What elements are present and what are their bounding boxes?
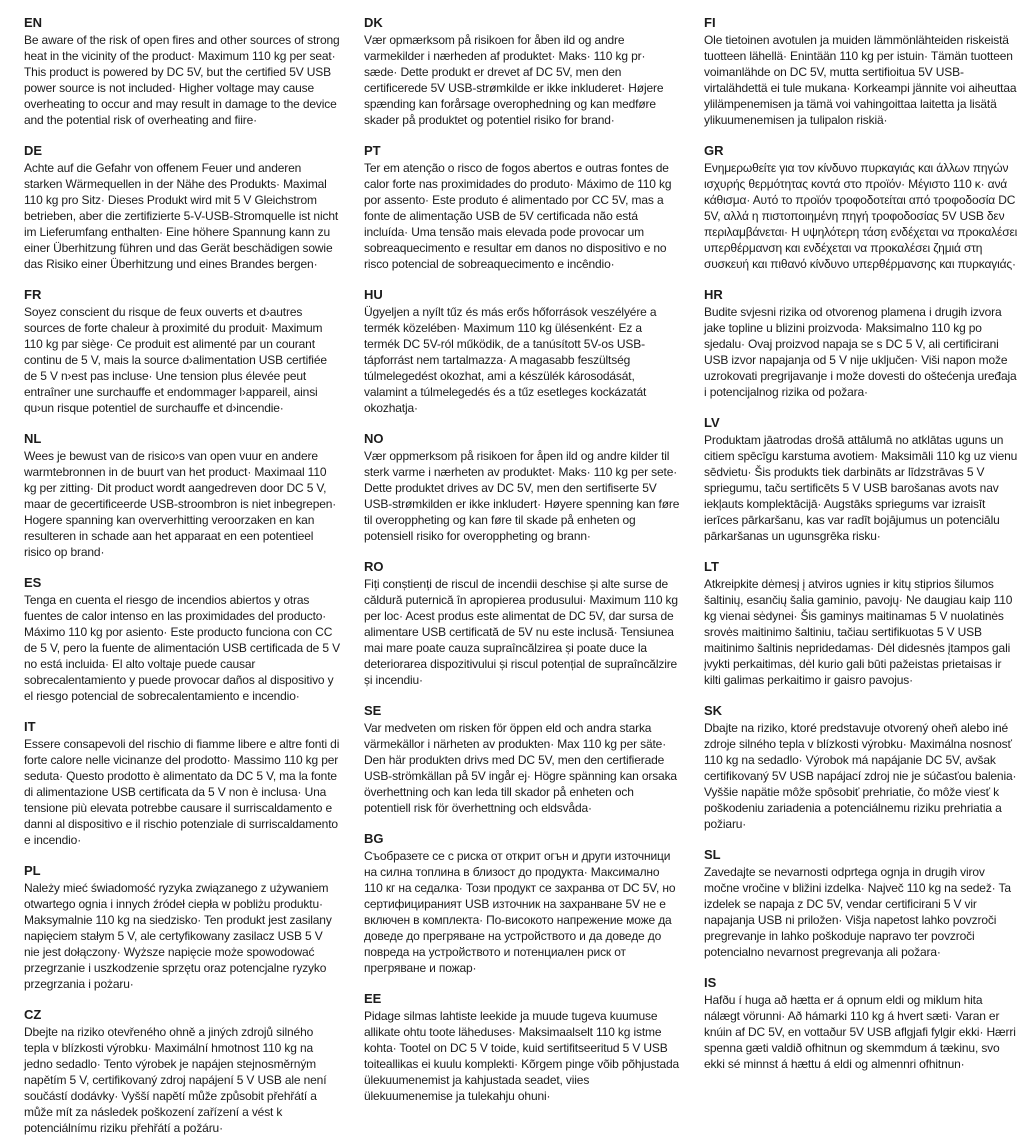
language-code-sl: SL [704, 847, 721, 862]
warning-text-pt: Ter em atenção o risco de fogos abertos e outras fontes de calor forte nas proximidades do produto· Máximo de 110 kg por assento· Este produto é alimentado por CC 5V, mas a fonte de alimentação USB de 5V certificada não está incluída· Uma tensão mais elevada pode provocar um sobreaquecimento e resultar em danos no dispositivo e no risco potencial de sobreaquecimento e incêndio· [364, 161, 672, 271]
warning-text-gr: Ενημερωθείτε για τον κίνδυνο πυρκαγιάς και άλλων πηγών ισχυρής θερμότητας κοντά στο προϊόν· Μέγιστο 110 κ· ανά κάθισμα· Αυτό το προϊόν τροφοδοτείται από τροφοδοσία DC 5V, αλλά η πιστοποιημένη πηγή τροφοδοσίας 5V USB δεν περιλαμβάνεται· Η υψηλότερη τάση ενδέχεται να προκαλέσει υπερθέρμανση και ενδέχεται να προκαλέσει ζημιά στη συσκευή και πιθανό κίνδυνο υπερθέρμανσης και πυρκαγιάς· [704, 161, 1018, 271]
warning-text-hu: Ügyeljen a nyílt tűz és más erős hőforrások veszélyére a termék közelében· Maximum 110 kg ülésenként· Ez a termék DC 5V-ról működik, de a tanúsított 5V-os USB-tápforrást nem tartalmazza· A magasabb feszültség túlmelegedést okozhat, ami a készülék károsodását, valamint a túlmelegedés és a tűz esetleges kockázatát okozhatja· [364, 305, 657, 415]
warning-text-hr: Budite svjesni rizika od otvorenog plamena i drugih izvora jake topline u blizini proizvoda· Maksimalno 110 kg po sjedalu· Ovaj proizvod napaja se s DC 5 V, ali certificirani USB izvor napajanja od 5 V nije uključen· Viši napon može uzrokovati pregrijavanje i može dovesti do oštećenja uređaja i potencijalnog rizika od požara· [704, 305, 1017, 399]
warning-column-1 [24, 14, 340, 1135]
language-code-cz: CZ [24, 1007, 42, 1022]
warning-text-sl: Zavedajte se nevarnosti odprtega ognja in drugih virov močne vročine v bližini izdelka· Največ 110 kg na sedež· Ta izdelek se napaja z DC 5V, vendar certificirani 5 V vir napajanja USB ni priložen· Višja napetost lahko povzroči pregrevanje in lahko poškoduje napravo ter povzroči potencialno nevarnost pregrevanja ali požara· [704, 865, 1011, 959]
language-section-sl [704, 846, 1020, 960]
language-section-se [364, 702, 680, 816]
language-code-it: IT [24, 719, 36, 734]
language-section-it [24, 718, 340, 848]
warning-text-dk: Vær opmærksom på risikoen for åben ild og andre varmekilder i nærheden af produktet· Maks· 110 kg pr· sæde· Dette produkt er drevet af DC 5V, men den certificerede 5V USB-strømkilde er ikke inkluderet· Højere spænding kan forårsage overophedning og kan medføre skader på produktet og potentiel risiko for brand· [364, 33, 664, 127]
warning-text-fr: Soyez conscient du risque de feux ouverts et d›autres sources de forte chaleur à proximité du produit· Maximum 110 kg par siège· Ce produit est alimenté par un courant continu de 5 V, mais la source d›alimentation USB certifiée de 5 V n›est pas incluse· Une tension plus élevée peut entraîner une surchauffe et endommager l›appareil, ainsi qu›un risque potentiel de surchauffe et d›incendie· [24, 305, 327, 415]
language-code-no: NO [364, 431, 384, 446]
warning-text-is: Hafðu í huga að hætta er á opnum eldi og miklum hita nálægt vörunni· Að hámarki 110 kg á hvert sæti· Varan er knúin af DC 5V, en vottaður 5V USB aflgjafi fylgir ekki· Hærri spenna gæti valdið ofhitnun og skemmdum á tækinu, svo ekki sé minnst á hættu á eldi og almennri ofhitnun· [704, 993, 1016, 1071]
language-code-es: ES [24, 575, 42, 590]
warning-text-de: Achte auf die Gefahr von offenem Feuer und anderen starken Wärmequellen in der Nähe des Produkts· Maximal 110 kg pro Sitz· Dieses Produkt wird mit 5 V Gleichstrom betrieben, aber die zertifizierte 5-V-USB-Stromquelle ist nicht im Lieferumfang enthalten· Eine höhere Spannung kann zu einer Überhitzung führen und das Gerät beschädigen sowie das Risiko einer Überhitzung und eines Brandes bergen· [24, 161, 339, 271]
warning-text-pl: Należy mieć świadomość ryzyka związanego z używaniem otwartego ognia i innych źródeł ciepła w pobliżu produktu· Maksymalnie 110 kg na siedzisko· Ten produkt jest zasilany napięciem stałym 5 V, ale certyfikowany zasilacz USB 5 V nie jest dołączony· Wyższe napięcie może spowodować przegrzanie i uszkodzenie sprzętu oraz potencjalne ryzyko przegrzania i pożaru· [24, 881, 332, 991]
warning-text-no: Vær oppmerksom på risikoen for åpen ild og andre kilder til sterk varme i nærheten av produktet· Maks· 110 kg per sete· Dette produktet drives av DC 5V, men den sertifiserte 5V USB-strømkilden er ikke inkludert· Høyere spenning kan føre til overoppheting og kan føre til skade på enheten og potensiell risiko for overoppheting og brann· [364, 449, 680, 543]
warning-column-3 [704, 14, 1020, 1071]
warning-text-ee: Pidage silmas lahtiste leekide ja muude tugeva kuumuse allikate ohtu toote läheduses· Maksimaalselt 110 kg istme kohta· Tootel on DC 5 V toide, kuid sertifitseeritud 5 V USB toiteallikas ei kuulu komplekti· Kõrgem pinge võib põhjustada ülekuumenemist ja kahjustada seadet, viies ülekuumenemise ja tulekahju ohuni· [364, 1009, 680, 1103]
language-section-fr [24, 286, 340, 416]
warning-text-sk: Dbajte na riziko, ktoré predstavuje otvorený oheň alebo iné zdroje silného tepla v blízkosti výrobku· Maximálna nosnosť 110 kg na sedadlo· Výrobok má napájanie DC 5V, avšak certifikovaný 5V USB napájací zdroj nie je súčasťou balenia· Vyššie napätie môže spôsobiť prehriatie, čo môže viesť k poškodeniu zariadenia a potenciálnemu riziku prehriatia a požiaru· [704, 721, 1017, 831]
warning-text-bg: Съобразете се с риска от открит огън и други източници на силна топлина в близост до продукта· Максимално 110 кг на седалка· Този продукт се захранва от DC 5V, но сертифицираният USB източник на захранване 5V не е включен в комплекта· По-високото напрежение може да доведе до прегряване на устройството и да доведе до повреда на устройството и потенциален риск от прегряване и пожар· [364, 849, 676, 975]
language-section-ro [364, 558, 680, 688]
language-code-hu: HU [364, 287, 383, 302]
language-code-is: IS [704, 975, 717, 990]
language-code-sk: SK [704, 703, 723, 718]
language-section-nl [24, 430, 340, 560]
language-code-fr: FR [24, 287, 42, 302]
language-code-pl: PL [24, 863, 41, 878]
language-section-pt [364, 142, 680, 272]
language-section-hu [364, 286, 680, 416]
language-section-fi [704, 14, 1020, 128]
language-code-gr: GR [704, 143, 724, 158]
language-section-hr [704, 286, 1020, 400]
language-code-se: SE [364, 703, 382, 718]
language-code-nl: NL [24, 431, 42, 446]
language-code-ro: RO [364, 559, 384, 574]
language-section-no [364, 430, 680, 544]
warning-text-it: Essere consapevoli del rischio di fiamme libere e altre fonti di forte calore nelle vicinanze del prodotto· Massimo 110 kg per seduta· Questo prodotto è alimentato da DC 5 V, ma la fonte di alimentazione USB certificata da 5 V non è inclusa· Una tensione più elevata potrebbe causare il surriscaldamento e danni al dispositivo e il rischio potenziale di surriscaldamento e incendio· [24, 737, 340, 847]
language-code-pt: PT [364, 143, 381, 158]
language-code-lv: LV [704, 415, 720, 430]
language-code-hr: HR [704, 287, 723, 302]
language-section-cz [24, 1006, 340, 1136]
language-section-ee [364, 990, 680, 1104]
warning-text-cz: Dbejte na riziko otevřeného ohně a jiných zdrojů silného tepla v blízkosti výrobku· Maximální hmotnost 110 kg na jedno sedadlo· Tento výrobek je napájen stejnosměrným napětím 5 V, certifikovaný zdroj napájení 5 V USB ale není součástí dodávky· Vyšší napětí může způsobit přehřátí a může mít za následek poškození zařízení a vést k potenciálnímu riziku přehřátí a požáru· [24, 1025, 327, 1135]
warning-text-nl: Wees je bewust van de risico›s van open vuur en andere warmtebronnen in de buurt van het product· Maximaal 110 kg per zitting· Dit product wordt aangedreven door DC 5 V, maar de gecertificeerde USB-stroombron is niet inbegrepen· Hogere spanning kan oververhitting veroorzaken en kan resulteren in schade aan het apparaat en een potentieel risico op brand· [24, 449, 337, 559]
warning-text-en: Be aware of the risk of open fires and other sources of strong heat in the vicinity of the product· Maximum 110 kg per seat· This product is powered by DC 5V, but the certified 5V USB power source is not included· Higher voltage may cause overheating to occur and may result in damage to the device and the potential risk of overheating and fiire· [24, 33, 340, 127]
language-code-de: DE [24, 143, 43, 158]
language-code-dk: DK [364, 15, 383, 30]
warning-text-se: Var medveten om risken för öppen eld och andra starka värmekällor i närheten av produkten· Max 110 kg per säte· Den här produkten drivs med DC 5V, men den certifierade USB-strömkällan på 5V ingår ej· Högre spänning kan orsaka överhettning och kan leda till skador på enheten och potentiell risk för överhettning och eldsvåda· [364, 721, 677, 815]
language-section-de [24, 142, 340, 272]
warning-text-fi: Ole tietoinen avotulen ja muiden lämmönlähteiden riskeistä tuotteen lähellä· Enintään 110 kg per istuin· Tämän tuotteen voimanlähde on DC 5V, mutta sertifioitua 5V USB-virtalähdettä ei tule mukana· Korkeampi jännite voi aiheuttaa ylilämpenemisen ja tämä voi vahingoittaa laitetta ja lisätä ylikuumenemisen ja tulipalon riskiä· [704, 33, 1017, 127]
language-section-lt [704, 558, 1020, 688]
language-code-ee: EE [364, 991, 382, 1006]
language-section-sk [704, 702, 1020, 832]
warning-text-lt: Atkreipkite dėmesį į atviros ugnies ir kitų stiprios šilumos šaltinių, esančių šalia gaminio, pavojų· Ne daugiau kaip 110 kg vienai sėdynei· Šis gaminys maitinamas 5 V nuolatinės srovės maitinimo šaltiniu, tačiau sertifikuotas 5 V USB maitinimo šaltinis nepridedamas· Dėl didesnės įtampos gali įvykti perkaitimas, dėl kurio gali būti pažeistas prietaisas ir kilti galimas perkaitimo ir gaisro pavojus· [704, 577, 1013, 687]
warning-text-ro: Fiți conștienți de riscul de incendii deschise și alte surse de căldură puternică în apropierea produsului· Maximum 110 kg per loc· Acest produs este alimentat de DC 5V, dar sursa de alimentare USB certificată de 5V nu este inclusă· Tensiunea mai mare poate cauza supraîncălzirea și poate duce la deteriorarea dispozitivului și riscul potențial de supraîncălzire și incendiu· [364, 577, 678, 687]
language-section-dk [364, 14, 680, 128]
language-section-lv [704, 414, 1020, 544]
language-code-en: EN [24, 15, 43, 30]
warning-text-lv: Produktam jāatrodas drošā attālumā no atklātas uguns un citiem spēcīgu karstuma avotiem· Maksimāli 110 kg uz vienu sēdvietu· Šis produkts tiek darbināts ar līdzstrāvas 5 V spriegumu, taču sertificēts 5 V USB barošanas avots nav iekļauts komplektācijā· Augstāks spriegums var izraisīt ierīces pārkaršanu, kas var radīt bojājumus un potenciālu pārkaršanas un ugunsgrēka risku· [704, 433, 1018, 543]
language-code-bg: BG [364, 831, 384, 846]
language-code-fi: FI [704, 15, 716, 30]
language-section-pl [24, 862, 340, 992]
language-code-lt: LT [704, 559, 719, 574]
language-section-es [24, 574, 340, 704]
warning-column-2 [364, 14, 680, 1103]
language-section-gr [704, 142, 1020, 272]
warning-text-es: Tenga en cuenta el riesgo de incendios abiertos y otras fuentes de calor intenso en las proximidades del producto· Máximo 110 kg por asiento· Este producto funciona con CC de 5 V, pero la fuente de alimentación USB certificada de 5 V no está incluida· El alto voltaje puede causar sobrecalentamiento y puede provocar daños al dispositivo y el riesgo potencial de sobrecalentamiento e incendio· [24, 593, 340, 703]
language-section-bg [364, 830, 680, 976]
language-section-en [24, 14, 340, 128]
language-section-is [704, 974, 1020, 1072]
